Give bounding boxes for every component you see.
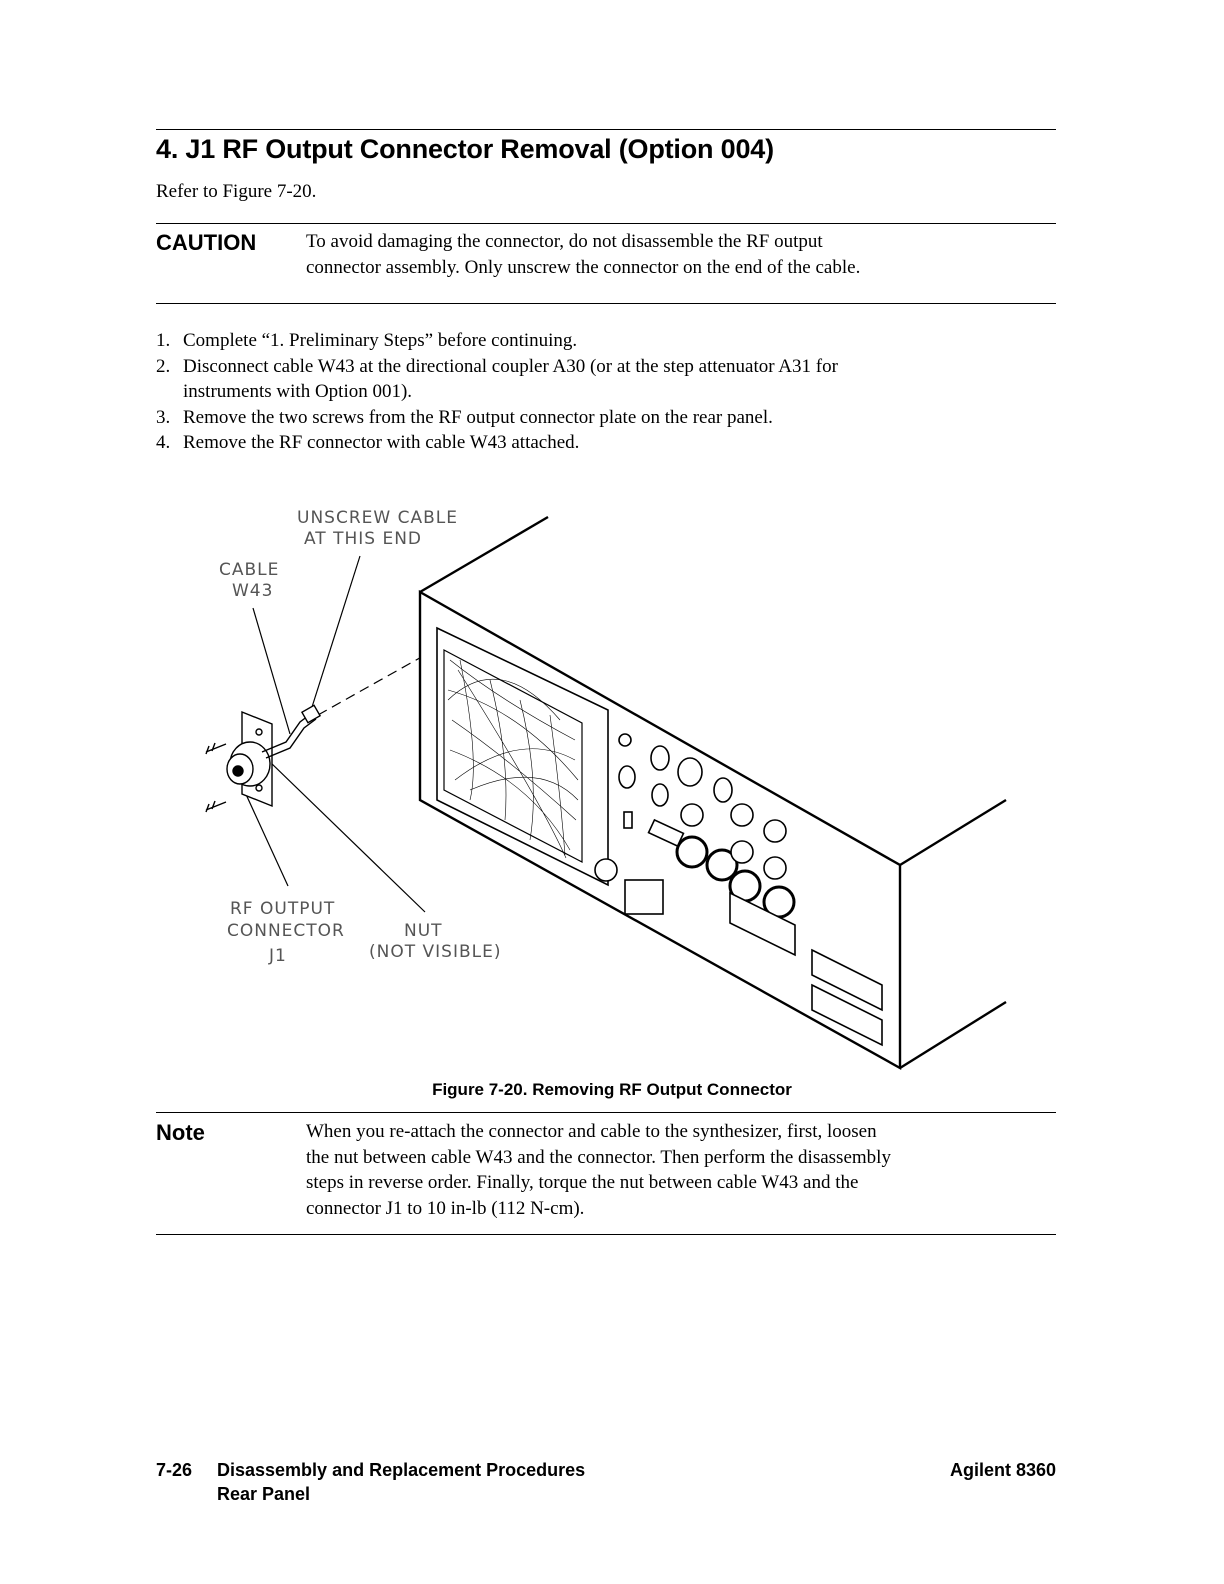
note-bottom-rule xyxy=(156,1234,1056,1235)
callout-cable-line2: W43 xyxy=(232,581,274,601)
leader-nut xyxy=(270,762,425,912)
callout-rf-line3: J1 xyxy=(269,946,287,966)
step-number: 4. xyxy=(156,432,171,453)
callout-nut-line2: (NOT VISIBLE) xyxy=(369,942,502,962)
note-top-rule xyxy=(156,1112,1056,1113)
step-line: instruments with Option 001). xyxy=(183,381,413,402)
footer-product: Agilent 8360 xyxy=(949,1460,1056,1480)
callout-rf-line2: CONNECTOR xyxy=(227,921,345,941)
footer-subsection: Rear Panel xyxy=(217,1484,311,1504)
caution-line: connector assembly. Only unscrew the connector on the end of the cable. xyxy=(306,256,861,278)
figure-caption: Figure 7-20. Removing RF Output Connector xyxy=(432,1080,792,1099)
leader-cable xyxy=(253,608,290,734)
instrument-rear-panel xyxy=(420,517,1006,1068)
caution-line: To avoid damaging the connector, do not disassemble the RF output xyxy=(306,231,823,252)
note-text xyxy=(306,1119,891,1221)
step-number: 2. xyxy=(156,355,171,377)
note-label: Note xyxy=(156,1120,205,1145)
step-number: 3. xyxy=(156,406,171,428)
leader-unscrew xyxy=(312,556,360,707)
callout-unscrew-line1: UNSCREW CABLE xyxy=(297,508,458,528)
alignment-line xyxy=(318,655,425,715)
step-line: Remove the RF connector with cable W43 attached. xyxy=(183,432,580,453)
caution-label: CAUTION xyxy=(156,230,257,255)
callout-cable-line1: CABLE xyxy=(219,560,280,580)
callout-rf-line1: RF OUTPUT xyxy=(230,899,336,919)
step-line: Complete “1. Preliminary Steps” before continuing. xyxy=(183,330,578,351)
step-line: Disconnect cable W43 at the directional coupler A30 (or at the step attenuator A31 for xyxy=(183,355,838,377)
note-line: connector J1 to 10 in-lb (112 N-cm). xyxy=(306,1197,585,1219)
footer-chapter: Disassembly and Replacement Procedures xyxy=(217,1460,586,1480)
step-number: 1. xyxy=(156,330,171,351)
callout-unscrew-line2: AT THIS END xyxy=(304,529,423,549)
note-line: the nut between cable W43 and the connector. Then perform the disassembly xyxy=(306,1146,891,1168)
intro-text: Refer to Figure 7-20. xyxy=(156,181,317,202)
callout-nut-line1: NUT xyxy=(404,921,443,941)
footer-page-number: 7-26 xyxy=(156,1460,193,1480)
step-line: Remove the two screws from the RF output connector plate on the rear panel. xyxy=(183,406,773,428)
note-line: When you re-attach the connector and cable to the synthesizer, first, loosen xyxy=(306,1121,877,1142)
note-line: steps in reverse order. Finally, torque the nut between cable W43 and the xyxy=(306,1172,859,1193)
section-title: 4. J1 RF Output Connector Removal (Option 004) xyxy=(156,134,774,164)
connector-assembly xyxy=(206,705,320,812)
leader-rf xyxy=(244,790,288,886)
